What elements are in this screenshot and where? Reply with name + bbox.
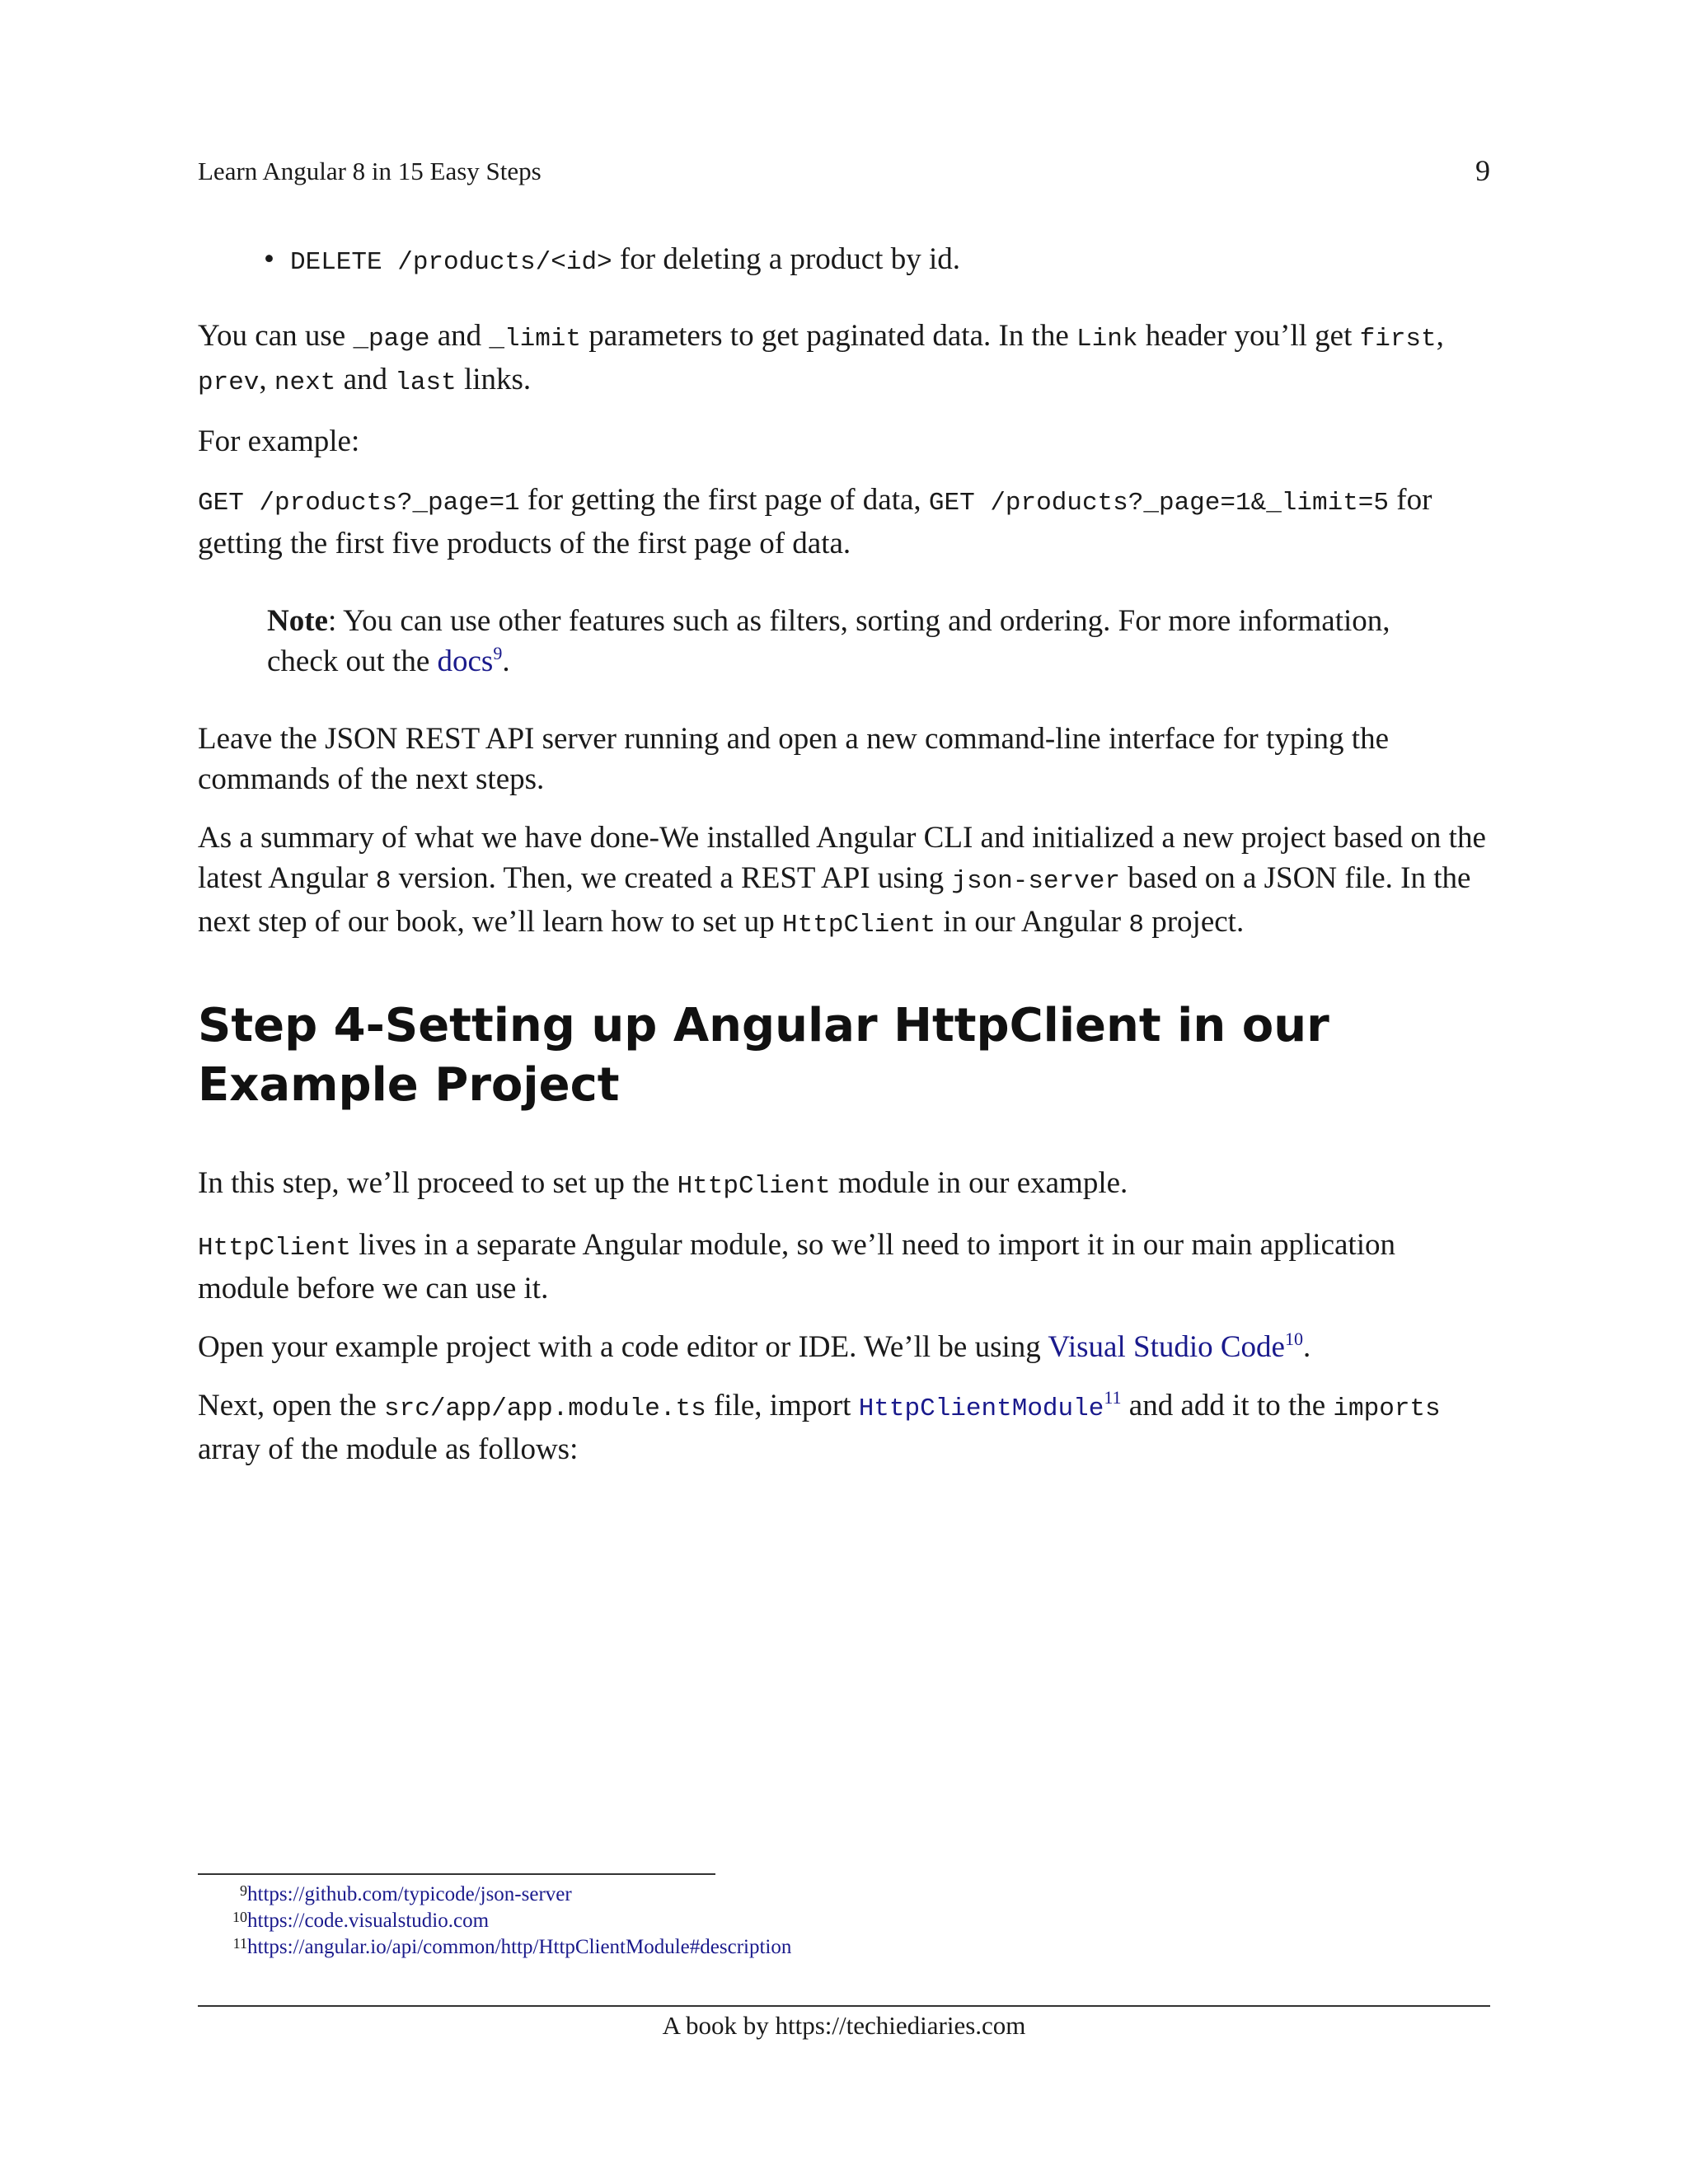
footnote-item	[198, 1908, 791, 1934]
footnote-link[interactable]: https://angular.io/api/common/http/HttpClientModule#description	[247, 1936, 792, 1958]
inline-code: src/app/app.module.ts	[384, 1394, 706, 1423]
vscode-link[interactable]: Visual Studio Code	[1048, 1330, 1285, 1364]
inline-code: last	[395, 368, 457, 397]
paragraph-editor: Open your example project with a code editor or IDE. We’ll be using Visual Studio Code$^{10}$.	[198, 1329, 1311, 1364]
inline-code: HttpClient	[782, 911, 936, 940]
paragraph-summary: As a summary of what we have done-We installed Angular CLI and initialized a new project based on the latest Angular 8 version. Then, we created a REST API using json-server based on a JSON file. In the next step of our book, we’ll learn how to set up HttpClient in our Angular 8 project.	[198, 821, 1486, 940]
footnote-item	[198, 1934, 791, 1961]
paragraph-module: HttpClient lives in a separate Angular module, so we’ll need to import it in our main application module before we can use it.	[198, 1228, 1395, 1305]
inline-code: imports	[1333, 1394, 1441, 1423]
footer-divider	[198, 2005, 1490, 2007]
inline-code: _limit	[489, 325, 582, 354]
bullet-icon: •	[264, 242, 274, 276]
footnote-divider	[198, 1873, 715, 1875]
paragraph-for-example: For example:	[198, 424, 360, 458]
list-item-text: DELETE /products/<id> for deleting a product by id.	[290, 242, 960, 277]
note-block: Note: You can use other features such as filters, sorting and ordering. For more information, check out the docs$^9$.	[267, 604, 1390, 678]
inline-code: next	[274, 368, 336, 397]
footnote-ref[interactable]: 10	[1284, 1329, 1303, 1349]
inline-code: GET /products?_page=1&_limit=5	[928, 489, 1390, 518]
footnote-ref[interactable]: 11	[1104, 1387, 1122, 1408]
paragraph-example-urls: GET /products?_page=1 for getting the first page of data, GET /products?_page=1&_limit=5 for getting the first five products of the first page of data.	[198, 483, 1432, 560]
inline-code: prev	[198, 368, 260, 397]
paragraph-intro: In this step, we’ll proceed to set up the HttpClient module in our example.	[198, 1166, 1128, 1201]
inline-code: DELETE /products/<id>	[290, 248, 612, 277]
section-heading: Step 4-Setting up Angular HttpClient in our Example Project	[198, 999, 1329, 1112]
inline-code: 8	[1128, 911, 1144, 940]
httpclientmodule-link[interactable]: HttpClientModule	[858, 1394, 1104, 1423]
docs-link[interactable]: docs	[437, 644, 494, 678]
footnote-link[interactable]: https://github.com/typicode/json-server	[247, 1883, 572, 1905]
inline-code: json-server	[951, 867, 1120, 896]
inline-code: first	[1359, 325, 1437, 354]
inline-code: HttpClient	[198, 1234, 352, 1263]
footnote-number: 11	[232, 1935, 247, 1952]
paragraph-leave-server: Leave the JSON REST API server running and open a new command-line interface for typing the commands of the next steps.	[198, 722, 1390, 796]
paragraph-import: Next, open the src/app/app.module.ts file, import HttpClientModule$^{11}$ and add it to the imports array of the module as follows:	[198, 1387, 1441, 1466]
note-label: Note	[267, 604, 328, 638]
inline-code: _page	[353, 325, 430, 354]
main-content	[198, 239, 1490, 1488]
footnotes	[198, 1882, 791, 1961]
list-item	[264, 239, 1490, 283]
page-footer: A book by https://techiediaries.com	[662, 2011, 1026, 2040]
inline-code: 8	[375, 867, 392, 896]
footnote-link[interactable]: https://code.visualstudio.com	[247, 1910, 490, 1932]
footnote-ref[interactable]: 9	[493, 643, 503, 663]
footnote-number: 10	[232, 1909, 247, 1925]
book-title: Learn Angular 8 in 15 Easy Steps	[198, 157, 542, 185]
inline-code: HttpClient	[677, 1172, 831, 1201]
footnote-number: 9	[240, 1882, 247, 1899]
inline-code: Link	[1076, 325, 1138, 354]
paragraph-pagination: You can use _page and _limit parameters to get paginated data. In the Link header you’ll get first, prev, next and last links.	[198, 319, 1444, 397]
page-number: 9	[1475, 154, 1490, 187]
footnote-item	[198, 1882, 791, 1908]
inline-code: GET /products?_page=1	[198, 489, 520, 518]
